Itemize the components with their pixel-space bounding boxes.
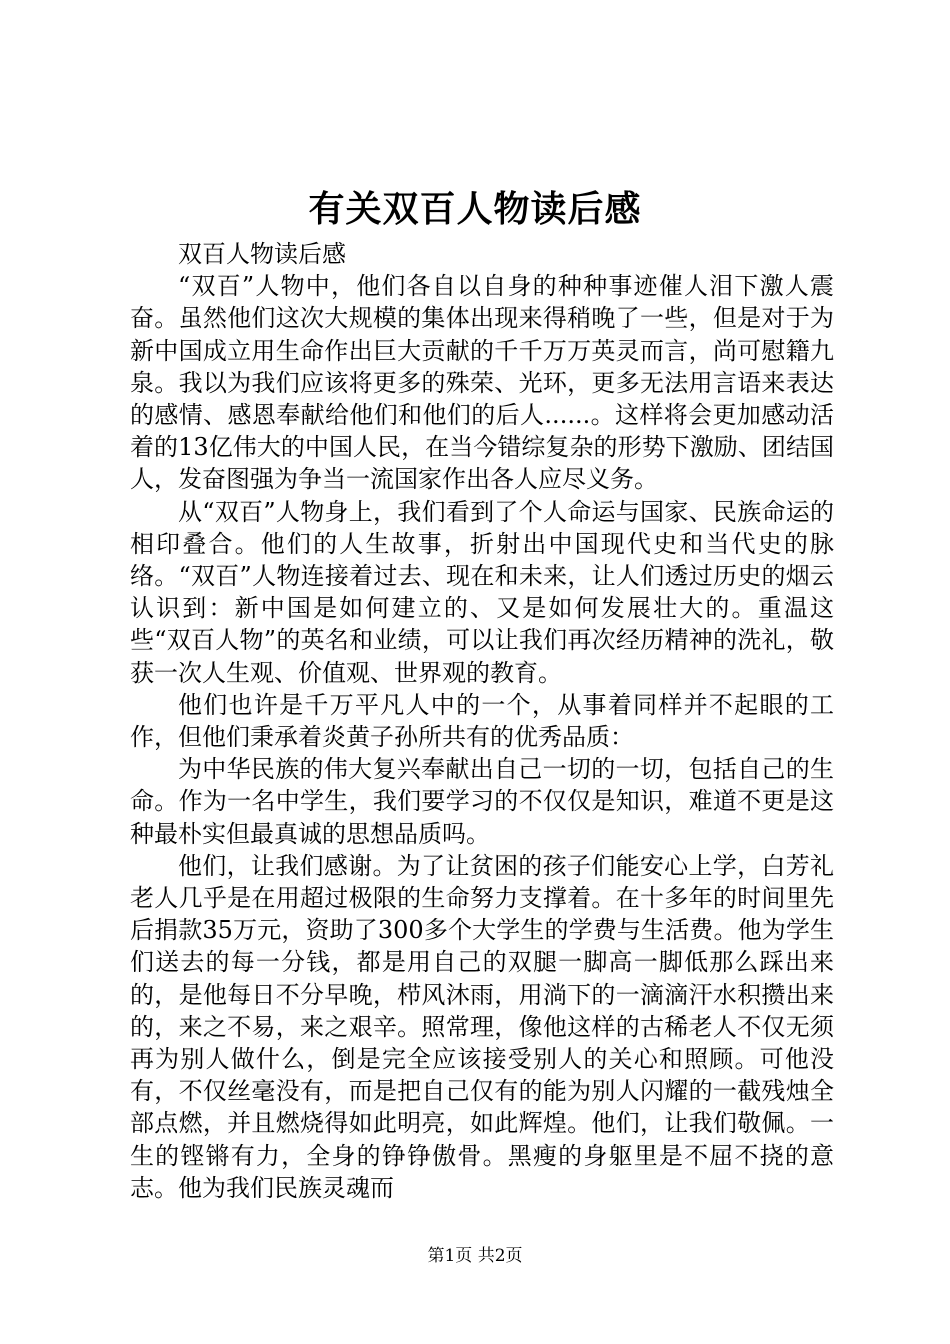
paragraph-4: 为中华民族的伟大复兴奉献出自己一切的一切，包括自己的生命。作为一名中学生，我们要学习的不仅仅是知识，难道不更是这种最朴实但最真诚的思想品质吗。 — [130, 755, 834, 848]
document-body — [130, 238, 834, 1204]
paragraph-1: “双百”人物中，他们各自以自身的种种事迹催人泪下激人震奋。虽然他们这次大规模的集体出现来得稍晚了一些，但是对于为新中国成立用生命作出巨大贡献的千千万万英灵而言，尚可慰籍九泉。我以为我们应该将更多的殊荣、光环，更多无法用言语来表达的感情、感恩奉献给他们和他们的后人......。这样将会更加感动活着的13亿伟大的中国人民，在当今错综复杂的形势下激励、团结国人，发奋图强为争当一流国家作出各人应尽义务。 — [130, 272, 834, 494]
paragraph-3: 他们也许是千万平凡人中的一个，从事着同样并不起眼的工作，但他们秉承着炎黄子孙所共有的优秀品质： — [130, 690, 834, 752]
document-subtitle: 双百人物读后感 — [178, 240, 346, 268]
document-title: 有关双百人物读后感 — [308, 188, 642, 230]
paragraph-5: 他们，让我们感谢。为了让贫困的孩子们能安心上学，白芳礼老人几乎是在用超过极限的生命努力支撑着。在十多年的时间里先后捐款35万元，资助了300多个大学生的学费与生活费。他为学生们送去的每一分钱，都是用自己的双腿一脚高一脚低那么踩出来的，是他每日不分早晚，栉风沐雨，用淌下的一滴滴汗水积攒出来的，来之不易，来之艰辛。照常理，像他这样的古稀老人不仅无须再为别人做什么，倒是完全应该接受别人的关心和照顾。可他没有，不仅丝毫没有，而是把自己仅有的能为别人闪耀的一截残烛全部点燃，并且燃烧得如此明亮，如此辉煌。他们，让我们敬佩。一生的铿锵有力，全身的铮铮傲骨。黑瘦的身躯里是不屈不挠的意志。他为我们民族灵魂而 — [130, 851, 834, 1202]
page-footer: 第1页 共2页 — [427, 1246, 523, 1266]
paragraph-2: 从“双百”人物身上，我们看到了个人命运与国家、民族命运的相印叠合。他们的人生故事，折射出中国现代史和当代史的脉络。“双百”人物连接着过去、现在和未来，让人们透过历史的烟云认识到：新中国是如何建立的、又是如何发展壮大的。重温这些“双百人物”的英名和业绩，可以让我们再次经历精神的洗礼，敬获一次人生观、价值观、世界观的教育。 — [130, 497, 834, 687]
